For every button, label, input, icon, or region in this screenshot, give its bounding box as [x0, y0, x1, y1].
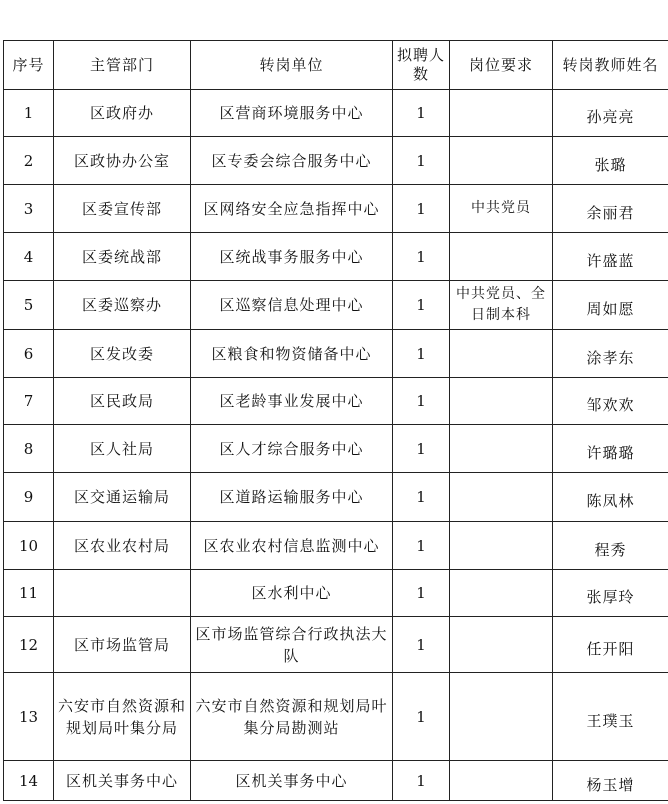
table-row [4, 473, 668, 522]
cell-dept: 区交通运输局 [54, 473, 191, 522]
cell-count: 1 [393, 378, 450, 425]
header-requirement: 岗位要求 [450, 41, 553, 90]
cell-seq: 12 [4, 617, 54, 673]
cell-dept: 区委巡察办 [54, 281, 191, 330]
cell-count: 1 [393, 425, 450, 473]
cell-teacher: 王璞玉 [553, 673, 668, 761]
cell-teacher: 张厚玲 [553, 570, 668, 617]
cell-count: 1 [393, 570, 450, 617]
cell-dept [54, 570, 191, 617]
cell-seq: 5 [4, 281, 54, 330]
cell-dept: 区政协办公室 [54, 137, 191, 185]
table-row [4, 185, 668, 233]
cell-teacher: 程秀 [553, 522, 668, 570]
cell-teacher: 许盛蓝 [553, 233, 668, 281]
cell-requirement [450, 233, 553, 281]
cell-count: 1 [393, 233, 450, 281]
cell-seq: 13 [4, 673, 54, 761]
cell-teacher: 邹欢欢 [553, 378, 668, 425]
cell-requirement [450, 330, 553, 378]
cell-requirement: 中共党员 [450, 185, 553, 233]
cell-seq: 4 [4, 233, 54, 281]
cell-dept: 区委统战部 [54, 233, 191, 281]
cell-teacher: 余丽君 [553, 185, 668, 233]
cell-dept: 区委宣传部 [54, 185, 191, 233]
header-row [4, 41, 668, 90]
table-row [4, 522, 668, 570]
cell-unit: 区粮食和物资储备中心 [191, 330, 393, 378]
cell-count: 1 [393, 281, 450, 330]
cell-dept: 区政府办 [54, 90, 191, 137]
table-row [4, 330, 668, 378]
table-header [4, 41, 668, 90]
cell-seq: 1 [4, 90, 54, 137]
cell-requirement [450, 522, 553, 570]
cell-teacher: 杨玉增 [553, 761, 668, 801]
cell-unit: 区营商环境服务中心 [191, 90, 393, 137]
cell-requirement [450, 673, 553, 761]
cell-seq: 14 [4, 761, 54, 801]
transfer-table [3, 40, 668, 801]
cell-requirement [450, 90, 553, 137]
cell-seq: 6 [4, 330, 54, 378]
table-row [4, 570, 668, 617]
table-row [4, 617, 668, 673]
header-count: 拟聘人数 [393, 41, 450, 90]
cell-requirement: 中共党员、全日制本科 [450, 281, 553, 330]
table-row [4, 425, 668, 473]
cell-dept: 区发改委 [54, 330, 191, 378]
cell-count: 1 [393, 761, 450, 801]
cell-requirement [450, 137, 553, 185]
cell-unit: 区水利中心 [191, 570, 393, 617]
cell-requirement [450, 617, 553, 673]
table-row [4, 281, 668, 330]
cell-count: 1 [393, 330, 450, 378]
cell-dept: 区人社局 [54, 425, 191, 473]
cell-seq: 3 [4, 185, 54, 233]
table-row [4, 673, 668, 761]
cell-seq: 8 [4, 425, 54, 473]
cell-seq: 2 [4, 137, 54, 185]
cell-unit: 区农业农村信息监测中心 [191, 522, 393, 570]
cell-unit: 六安市自然资源和规划局叶集分局勘测站 [191, 673, 393, 761]
cell-unit: 区网络安全应急指挥中心 [191, 185, 393, 233]
cell-unit: 区人才综合服务中心 [191, 425, 393, 473]
table-row [4, 233, 668, 281]
cell-count: 1 [393, 137, 450, 185]
cell-unit: 区统战事务服务中心 [191, 233, 393, 281]
cell-dept: 六安市自然资源和规划局叶集分局 [54, 673, 191, 761]
table-row [4, 137, 668, 185]
cell-teacher: 陈凤林 [553, 473, 668, 522]
cell-count: 1 [393, 90, 450, 137]
cell-unit: 区专委会综合服务中心 [191, 137, 393, 185]
cell-unit: 区市场监管综合行政执法大队 [191, 617, 393, 673]
cell-count: 1 [393, 673, 450, 761]
cell-requirement [450, 473, 553, 522]
cell-unit: 区机关事务中心 [191, 761, 393, 801]
cell-teacher: 许璐璐 [553, 425, 668, 473]
cell-seq: 11 [4, 570, 54, 617]
header-teacher: 转岗教师姓名 [553, 41, 668, 90]
cell-seq: 7 [4, 378, 54, 425]
cell-dept: 区农业农村局 [54, 522, 191, 570]
cell-teacher: 涂孝东 [553, 330, 668, 378]
cell-count: 1 [393, 185, 450, 233]
cell-count: 1 [393, 473, 450, 522]
header-unit: 转岗单位 [191, 41, 393, 90]
cell-requirement [450, 425, 553, 473]
cell-count: 1 [393, 617, 450, 673]
cell-requirement [450, 761, 553, 801]
table-body [4, 90, 668, 801]
table-row [4, 761, 668, 801]
cell-teacher: 任开阳 [553, 617, 668, 673]
cell-count: 1 [393, 522, 450, 570]
cell-requirement [450, 378, 553, 425]
cell-dept: 区市场监管局 [54, 617, 191, 673]
cell-teacher: 张璐 [553, 137, 668, 185]
cell-unit: 区巡察信息处理中心 [191, 281, 393, 330]
cell-dept: 区机关事务中心 [54, 761, 191, 801]
cell-unit: 区道路运输服务中心 [191, 473, 393, 522]
header-seq: 序号 [4, 41, 54, 90]
table-row [4, 90, 668, 137]
cell-seq: 9 [4, 473, 54, 522]
cell-seq: 10 [4, 522, 54, 570]
cell-teacher: 孙亮亮 [553, 90, 668, 137]
table-row [4, 378, 668, 425]
cell-requirement [450, 570, 553, 617]
cell-teacher: 周如愿 [553, 281, 668, 330]
header-dept: 主管部门 [54, 41, 191, 90]
cell-unit: 区老龄事业发展中心 [191, 378, 393, 425]
cell-dept: 区民政局 [54, 378, 191, 425]
